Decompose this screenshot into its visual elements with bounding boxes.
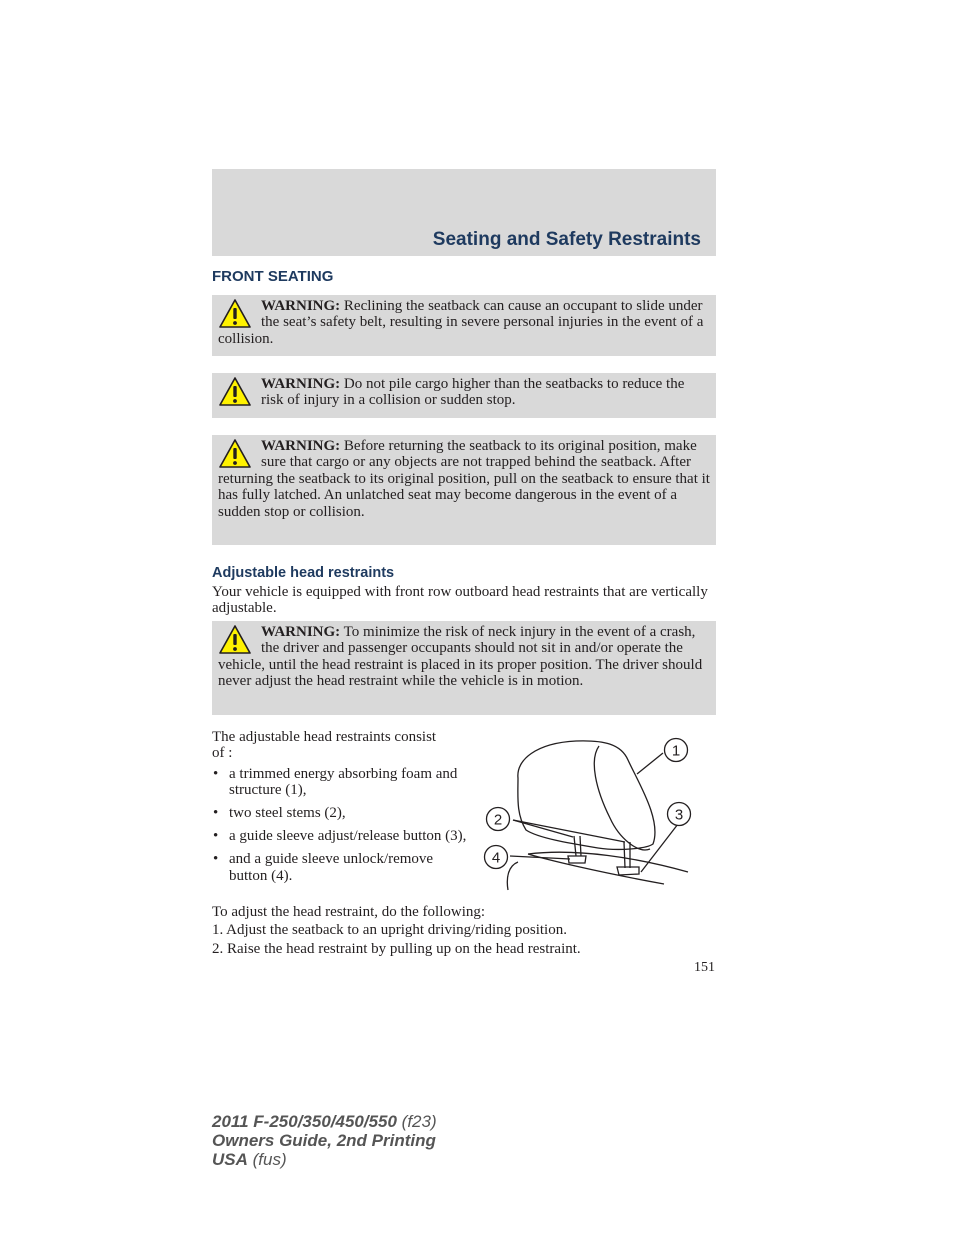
warning-box-seatback-latch xyxy=(212,435,716,545)
sleeve-right xyxy=(617,867,639,875)
warning-triangle-icon xyxy=(218,624,252,656)
warning-box-neck-injury xyxy=(212,621,716,715)
footer-edition: Owners Guide, 2nd Printing xyxy=(212,1131,436,1150)
leader-2 xyxy=(513,820,573,837)
callout-2: 2 xyxy=(493,811,503,829)
chapter-header-band xyxy=(212,169,716,256)
warning-label: WARNING: xyxy=(261,438,341,454)
warning-box-recline xyxy=(212,295,716,356)
warning-text: Do not pile cargo higher than the seatbacks to reduce the risk of injury in a collision or sudden stop. xyxy=(261,376,685,409)
list-item: • a trimmed energy absorbing foam and structure (1), xyxy=(212,766,472,799)
warning-triangle-icon xyxy=(218,376,252,408)
leader-4 xyxy=(510,856,570,859)
step-1: 1. Adjust the seatback to an upright driving/riding position. xyxy=(212,922,567,938)
warning-label: WARNING: xyxy=(261,298,341,314)
subsection-heading: Adjustable head restraints xyxy=(212,565,395,581)
components-intro: The adjustable head restraints consist of : xyxy=(212,729,437,762)
callout-3: 3 xyxy=(674,806,684,824)
list-item: • and a guide sleeve unlock/remove button (4). xyxy=(212,851,472,884)
warning-text: Reclining the seatback can cause an occupant to slide under the seat’s safety belt, resulting in severe personal injuries in the event of a collision. xyxy=(218,298,704,347)
chapter-title: Seating and Safety Restraints xyxy=(432,229,701,250)
components-list xyxy=(212,766,472,890)
steps-intro: To adjust the head restraint, do the following: xyxy=(212,904,486,920)
document-footer xyxy=(212,1112,437,1169)
warning-triangle-icon xyxy=(218,438,252,470)
footer-model: 2011 F-250/350/450/550 xyxy=(212,1112,397,1131)
cushion-outline xyxy=(518,741,655,850)
section-heading: FRONT SEATING xyxy=(212,268,334,285)
warning-box-cargo xyxy=(212,373,716,418)
warning-triangle-icon xyxy=(218,298,252,330)
step-2: 2. Raise the head restraint by pulling up on the head restraint. xyxy=(212,941,581,957)
head-restraint-illustration xyxy=(478,730,692,892)
page-number: 151 xyxy=(694,960,715,975)
list-item: • a guide sleeve adjust/release button (3), xyxy=(212,828,472,844)
footer-market-code: (fus) xyxy=(247,1150,287,1169)
callout-1: 1 xyxy=(671,742,681,760)
leader-1 xyxy=(637,753,663,774)
stem-right xyxy=(624,842,625,868)
list-item: • two steel stems (2), xyxy=(212,805,472,821)
warning-text: To minimize the risk of neck injury in the event of a crash, the driver and passenger occupants should not sit in and/or operate the vehicle, until the head restraint is placed in its proper position. The driver should never adjust the head restraint while the vehicle is in motion. xyxy=(218,624,703,690)
seat-back-line xyxy=(507,862,518,890)
seat-top-line xyxy=(528,852,688,872)
warning-text: Before returning the seatback to its original position, make sure that cargo or any objects are not trapped behind the seatback. After returning the seatback to its original position, pull on the seatback to ensure that it has fully latched. An unlatched seat may become dangerous in the event of a sudden stop or collision. xyxy=(218,438,710,520)
intro-paragraph: Your vehicle is equipped with front row outboard head restraints that are vertically adjustable. xyxy=(212,584,708,617)
footer-model-code: (f23) xyxy=(396,1112,437,1131)
cushion-front-face xyxy=(594,746,650,850)
leader-2b xyxy=(513,820,625,842)
warning-label: WARNING: xyxy=(261,624,341,640)
warning-label: WARNING: xyxy=(261,376,341,392)
footer-market: USA xyxy=(212,1150,248,1169)
sleeve-left xyxy=(568,856,586,863)
callout-4: 4 xyxy=(491,849,501,867)
